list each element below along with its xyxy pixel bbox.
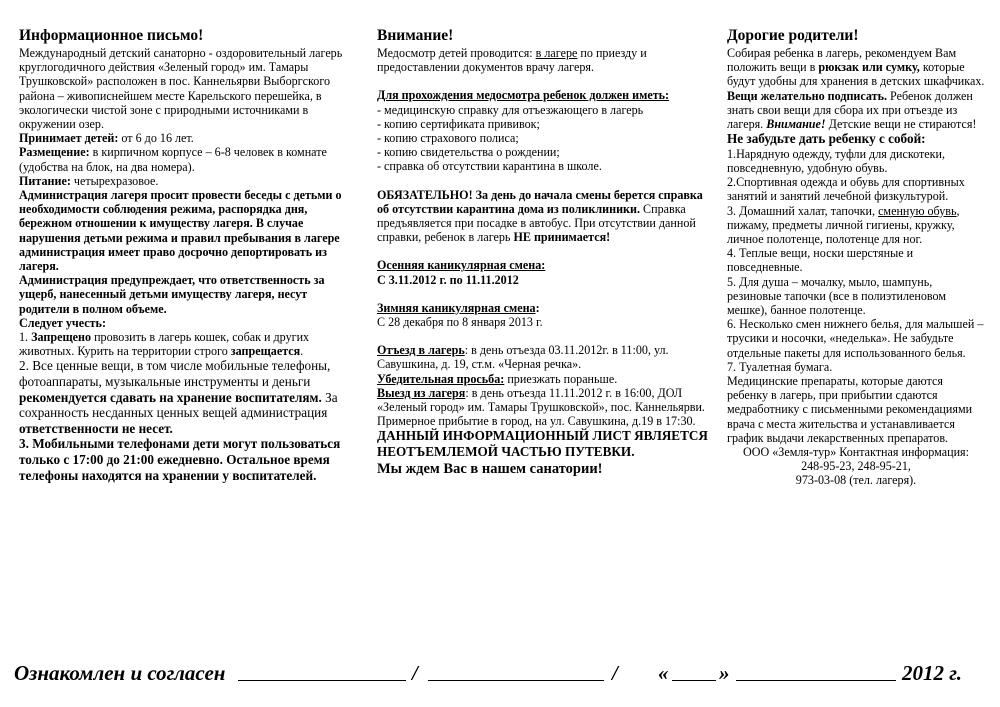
food-label: Питание: <box>19 173 71 188</box>
phones-line-2: 973-03-08 (тел. лагеря). <box>795 473 917 488</box>
note-1 <box>19 330 357 358</box>
year-label: 2012 г. <box>902 661 962 685</box>
food-line <box>19 174 357 188</box>
list-item-5: 5. Для душа – мочалку, мыло, шампунь, резиновые тапочки (все в полиэтиленовом мешке), банное полотенце. <box>727 274 946 318</box>
packing-text-3: Ребенок должен знать свои вещи для сбора их при отъезде из лагеря. <box>727 88 973 132</box>
autumn-shift-heading <box>377 258 712 272</box>
separator-slash: / <box>412 661 418 685</box>
note-heading-text: Следует учесть: <box>19 315 106 330</box>
contacts-heading: ООО «Земля-тур» Контактная информация: <box>743 445 969 460</box>
closing-line: Мы ждем Вас в нашем санатории! <box>377 460 603 477</box>
age-value: от 6 до 16 лет. <box>121 131 194 146</box>
laundry-text: Детские вещи не стираются! <box>828 117 977 132</box>
note-2-text: 2. Все ценные вещи, в том числе мобильные телефоны, фотоаппараты, музыкальные инструменты и деньги <box>19 358 331 390</box>
note-2-responsibility: ответственности не несет. <box>19 420 173 436</box>
note-2-recommend: рекомендуется сдавать на хранение воспитателям. <box>19 389 322 405</box>
mandatory-note <box>377 188 712 245</box>
admin-talks-text: Администрация лагеря просит провести беседы с детьми о необходимости соблюдения режима, распорядка дня, бережном отношении к имуществу лагеря. В случае нарушения детьми режима и правил пребывания в лагере администрация имеет право досрочно депортировать из лагеря. <box>19 188 342 274</box>
note-1-prohibited-2: запрещается <box>230 344 301 359</box>
voucher-note <box>377 428 712 459</box>
agreement-label: Ознакомлен и согласен <box>14 661 226 685</box>
list-item-3-underlined: сменную обувь <box>878 203 957 218</box>
voucher-note-text: ДАННЫЙ ИНФОРМАЦИОННЫЙ ЛИСТ ЯВЛЯЕТСЯ НЕОТЪЕМЛЕМОЙ ЧАСТЬЮ ПУТЕВКИ. <box>377 428 708 460</box>
accommodation-value: в кирпичном корпусе – 6-8 человек в комнате (удобства на блок, на два номера). <box>19 145 327 174</box>
documents-heading-text: Для прохождения медосмотра ребенок должен иметь: <box>377 88 670 103</box>
request-info <box>377 372 712 386</box>
list-item-6: 6. Несколько смен нижнего белья, для малышей – трусики и носочки, «неделька». Не забудьте отдельные пакеты для использованного белья. <box>727 317 984 360</box>
medical-exam-place: в лагере <box>535 46 578 60</box>
accommodation-line <box>19 145 357 173</box>
admin-talks-note <box>19 188 357 273</box>
phones-line-1: 248-95-23, 248-95-21, <box>801 459 911 474</box>
age-line <box>19 131 357 145</box>
info-letter-column <box>19 27 357 483</box>
separator-slash: / <box>612 661 618 685</box>
note-3-text: 3. Мобильными телефонами дети могут пользоваться только с 17:00 до 21:00 ежедневно. Остальное время телефоны находятся на хранении у воспитателей. <box>19 436 341 483</box>
note-2 <box>19 358 357 436</box>
mandatory-bold-2: НЕ принимается! <box>513 230 611 245</box>
attention-column <box>377 27 712 478</box>
winter-shift-dates: С 28 декабря по 8 января 2013 г. <box>377 315 543 330</box>
medical-exam-text-2: по приезду и предоставлении документов врачу лагеря. <box>377 46 647 75</box>
winter-shift-heading-text: Зимняя каникулярная смена <box>377 300 536 315</box>
autumn-shift-heading-text: Осенняя каникулярная смена: <box>377 258 546 273</box>
packing-text-1: Собирая ребенка в лагерь, рекомендуем Вам положить вещи в <box>727 46 957 75</box>
request-text: приезжать пораньше. <box>507 371 618 386</box>
winter-shift-heading <box>377 301 712 315</box>
packing-bold-1: рюкзак или сумку, <box>818 60 920 75</box>
note-1-number: 1. <box>19 330 29 345</box>
date-quote-open: « <box>658 661 669 685</box>
list-item-4: 4. Теплые вещи, носки шерстяные и повседневные. <box>727 246 914 275</box>
doc-item: - копию страхового полиса; <box>377 131 519 146</box>
list-item-3-text-2: , пижаму, предметы личной гигиены, кружку, личное полотенце, полотенце для ног. <box>727 203 960 247</box>
doc-item: - копию сертификата прививок; <box>377 116 540 131</box>
list-heading <box>727 131 985 147</box>
admin-warning-note <box>19 273 357 316</box>
note-1-prohibited: Запрещено <box>31 330 92 345</box>
request-heading: Убедительная просьба: <box>377 371 505 386</box>
accommodation-label: Размещение: <box>19 145 90 160</box>
return-info <box>377 386 712 429</box>
note-2-text-2: За сохранность несданных ценных вещей администрация <box>19 389 338 421</box>
list-item-3 <box>727 204 985 247</box>
food-value: четырехразовое. <box>73 173 159 188</box>
age-label: Принимает детей: <box>19 131 119 146</box>
packing-advice <box>727 46 985 131</box>
medical-exam-text: Медосмотр детей проводится: <box>377 46 533 60</box>
medicines-note: Медицинские препараты, которые даются ребенку в лагерь, при прибытии сдаются медработнику с письменными рекомендациями врача с места жительства и устанавливается график выдачи лекарственных препаратов. <box>727 374 973 445</box>
winter-shift-colon: : <box>535 300 540 315</box>
doc-item: - справка об отсутствии карантина в школе. <box>377 159 602 174</box>
note-3 <box>19 436 357 483</box>
departure-info <box>377 343 712 371</box>
list-item-2: 2.Спортивная одежда и обувь для спортивных занятий и занятий лечебной физкультурой. <box>727 175 965 204</box>
note-1-end: . <box>300 344 304 359</box>
info-letter-title: Информационное письмо! <box>19 27 204 44</box>
packing-bold-2: Вещи желательно подписать. <box>727 88 887 103</box>
autumn-shift-dates-text: С 3.11.2012 г. по 11.11.2012 <box>377 272 519 287</box>
autumn-shift-dates <box>377 273 712 287</box>
list-item-7: 7. Туалетная бумага. <box>727 359 833 374</box>
departure-text: : в день отъезда 03.11.2012г. в 11:00, ул. Савушкина, д. 19, ст.м. «Черная речка». <box>377 343 669 372</box>
admin-warning-text: Администрация предупреждает, что ответственность за ущерб, нанесенный детьми имуществу лагеря, несут родители в полном объеме. <box>19 273 325 316</box>
doc-item: - медицинскую справку для отъезжающего в лагерь <box>377 102 644 117</box>
date-quote-close: » <box>719 661 730 685</box>
mandatory-text: Справка предъявляется при посадке в автобус. При отсутствии данной справки, ребенок в лагерь <box>377 201 696 245</box>
packing-text-2: которые будут удобны для хранения в детских шкафчиках. <box>727 60 985 89</box>
note-1-text: провозить в лагерь кошек, собак и других животных. Курить на территории строго <box>19 330 310 359</box>
departure-heading: Отъезд в лагерь <box>377 343 465 358</box>
camp-intro: Международный детский санаторно - оздоровительный лагерь круглогодичного действия «Зеленый город» им. Тамары Трушковской» расположен в пос. Каннельярви Выборгского района – живописнейшем месте Карельского перешейка, в экологически чистой зоне с природными источниками в окружении озер. <box>19 46 343 132</box>
attention-laundry: Внимание! <box>766 117 826 132</box>
list-item-3-text: 3. Домашний халат, тапочки, <box>727 203 876 218</box>
return-heading: Выезд из лагеря <box>377 385 466 400</box>
parents-title: Дорогие родители! <box>727 27 859 44</box>
list-heading-text: Не забудьте дать ребенку с собой: <box>727 131 926 147</box>
attention-title: Внимание! <box>377 27 454 44</box>
parents-column <box>727 27 985 488</box>
mandatory-bold: ОБЯЗАТЕЛЬНО! За день до начала смены берется справка об отсутствии карантина дома из поликлиники. <box>377 187 703 216</box>
note-heading <box>19 316 357 330</box>
documents-heading <box>377 88 712 102</box>
medical-exam-note <box>377 46 712 74</box>
return-text: : в день отъезда 11.11.2012 г. в 16:00, ДОЛ «Зеленый город» им. Тамары Трушковской», пос. Каннельярви. Примерное прибытие в город, на ул. Савушкина, д.19 в 17:30. <box>377 385 705 429</box>
list-item-1: 1.Нарядную одежду, туфли для дискотеки, повседневную, удобную обувь. <box>727 146 945 176</box>
doc-item: - копию свидетельства о рождении; <box>377 145 560 160</box>
